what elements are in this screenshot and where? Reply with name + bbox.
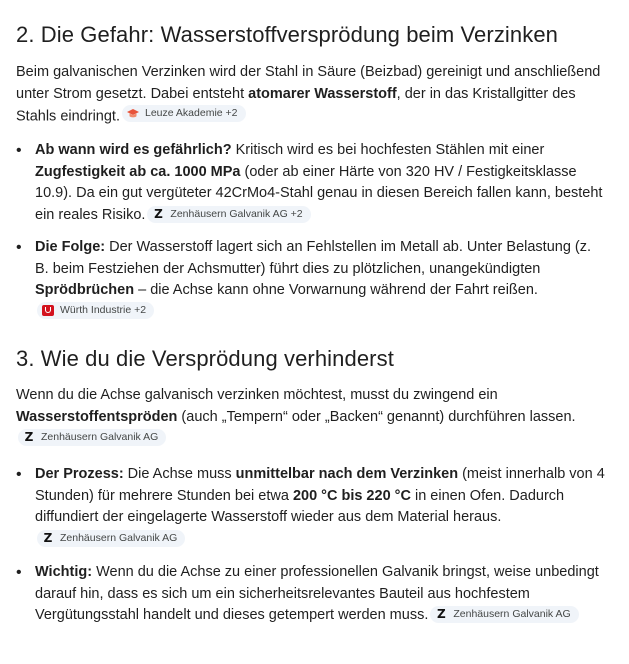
bullet-icon: •	[16, 142, 22, 159]
wuerth-logo-icon	[41, 303, 55, 317]
intro-text: (auch „Tempern“ oder „Backen“ genannt) durchführen lassen.	[177, 408, 576, 425]
section-heading-danger: 2. Die Gefahr: Wasserstoffversprödung beim Verzinken	[16, 22, 559, 47]
source-chip-wuerth[interactable]	[37, 302, 154, 319]
list-item	[16, 237, 606, 324]
source-chip-label: Zenhäusern Galvanik AG	[41, 431, 159, 443]
z-logo-icon: Z	[154, 206, 163, 221]
source-chip-label: Zenhäusern Galvanik AG	[60, 531, 178, 544]
intro-bold: Wasserstoffentspröden	[16, 408, 178, 425]
bullet-icon: •	[16, 239, 22, 256]
z-logo-icon: Z	[43, 530, 53, 545]
item-text: – die Achse kann ohne Vorwarnung während der Fahrt reißen.	[134, 282, 538, 298]
item-text: in einen Ofen. Dadurch diffundiert der eingelagerte Wasserstoff wieder aus dem Material heraus.	[35, 487, 565, 525]
section2-intro-paragraph	[16, 62, 606, 128]
item-text: Die Achse muss	[123, 466, 236, 482]
item-bold: Sprödbrüchen	[35, 282, 135, 298]
list-item	[16, 140, 606, 226]
source-chip-label: Würth Industrie +2	[60, 303, 147, 316]
source-chip-zenhaeusern[interactable]	[18, 429, 166, 446]
item-text: Der Wasserstoff lagert sich an Fehlstellen im Metall ab. Unter Belastung (z. B. beim Festziehen der Achsmutter) führt dies zu plötzlichen, unangekündigten	[35, 239, 592, 277]
source-chip-leuze[interactable]	[122, 105, 246, 122]
item-bold: Zugfestigkeit ab ca. 1000 MPa	[35, 163, 241, 180]
source-chip-label: Leuze Akademie +2	[144, 107, 238, 119]
section3-intro-paragraph	[16, 385, 606, 450]
item-bold: 200 °C bis 220 °C	[292, 487, 411, 504]
list-item	[16, 562, 606, 627]
source-chip-zenhaeusern[interactable]	[37, 530, 185, 547]
list-item	[16, 464, 606, 550]
bullet-icon: •	[16, 564, 22, 581]
item-bold: unmittelbar nach dem Verzinken	[235, 466, 459, 482]
item-lead: Wichtig:	[35, 564, 93, 580]
bullet-icon: •	[16, 466, 22, 483]
intro-text: , der in das Kristallgitter des Stahls eindringt.	[16, 85, 576, 125]
item-lead: Die Folge:	[35, 239, 106, 255]
item-text: (oder ab einer Härte von 320 HV / Festigkeitsklasse 10.9). Da ein gut vergüteter 42CrMo4-Stahl genau in diesen Bereich fallen kann, besteht ein reales Risiko.	[35, 163, 603, 223]
source-chip-label: Zenhäusern Galvanik AG +2	[170, 207, 303, 220]
section-heading-prevention: 3. Wie du die Versprödung verhinderst	[16, 346, 394, 371]
graduation-cap-icon	[126, 107, 140, 121]
item-lead: Ab wann wird es gefährlich?	[35, 142, 232, 158]
item-text: Wenn du die Achse zu einer professionellen Galvanik bringst, weise unbedingt darauf hin, dass es sich um ein sicherheitsrelevantes Bauteil aus hochfestem Vergütungsstahl handelt und dieses getempert werden muss.	[35, 564, 599, 623]
item-lead: Der Prozess:	[35, 466, 124, 482]
z-logo-icon: Z	[437, 607, 446, 621]
z-logo-icon: Z	[24, 430, 34, 444]
item-text: (meist innerhalb von 4 Stunden) für mehrere Stunden bei etwa	[35, 466, 605, 504]
source-chip-label: Zenhäusern Galvanik AG	[453, 608, 571, 620]
intro-text: Wenn du die Achse galvanisch verzinken möchtest, musst du zwingend ein	[16, 387, 498, 403]
intro-bold: atomarer Wasserstoff	[248, 85, 397, 102]
intro-text: Beim galvanischen Verzinken wird der Stahl in Säure (Beizbad) gereinigt und anschließend unter Strom gesetzt. Dabei entsteht	[16, 64, 601, 102]
source-chip-zenhaeusern[interactable]	[147, 206, 310, 223]
item-text: Kritisch wird es bei hochfesten Stählen mit einer	[231, 142, 545, 158]
source-chip-zenhaeusern[interactable]	[430, 606, 578, 623]
